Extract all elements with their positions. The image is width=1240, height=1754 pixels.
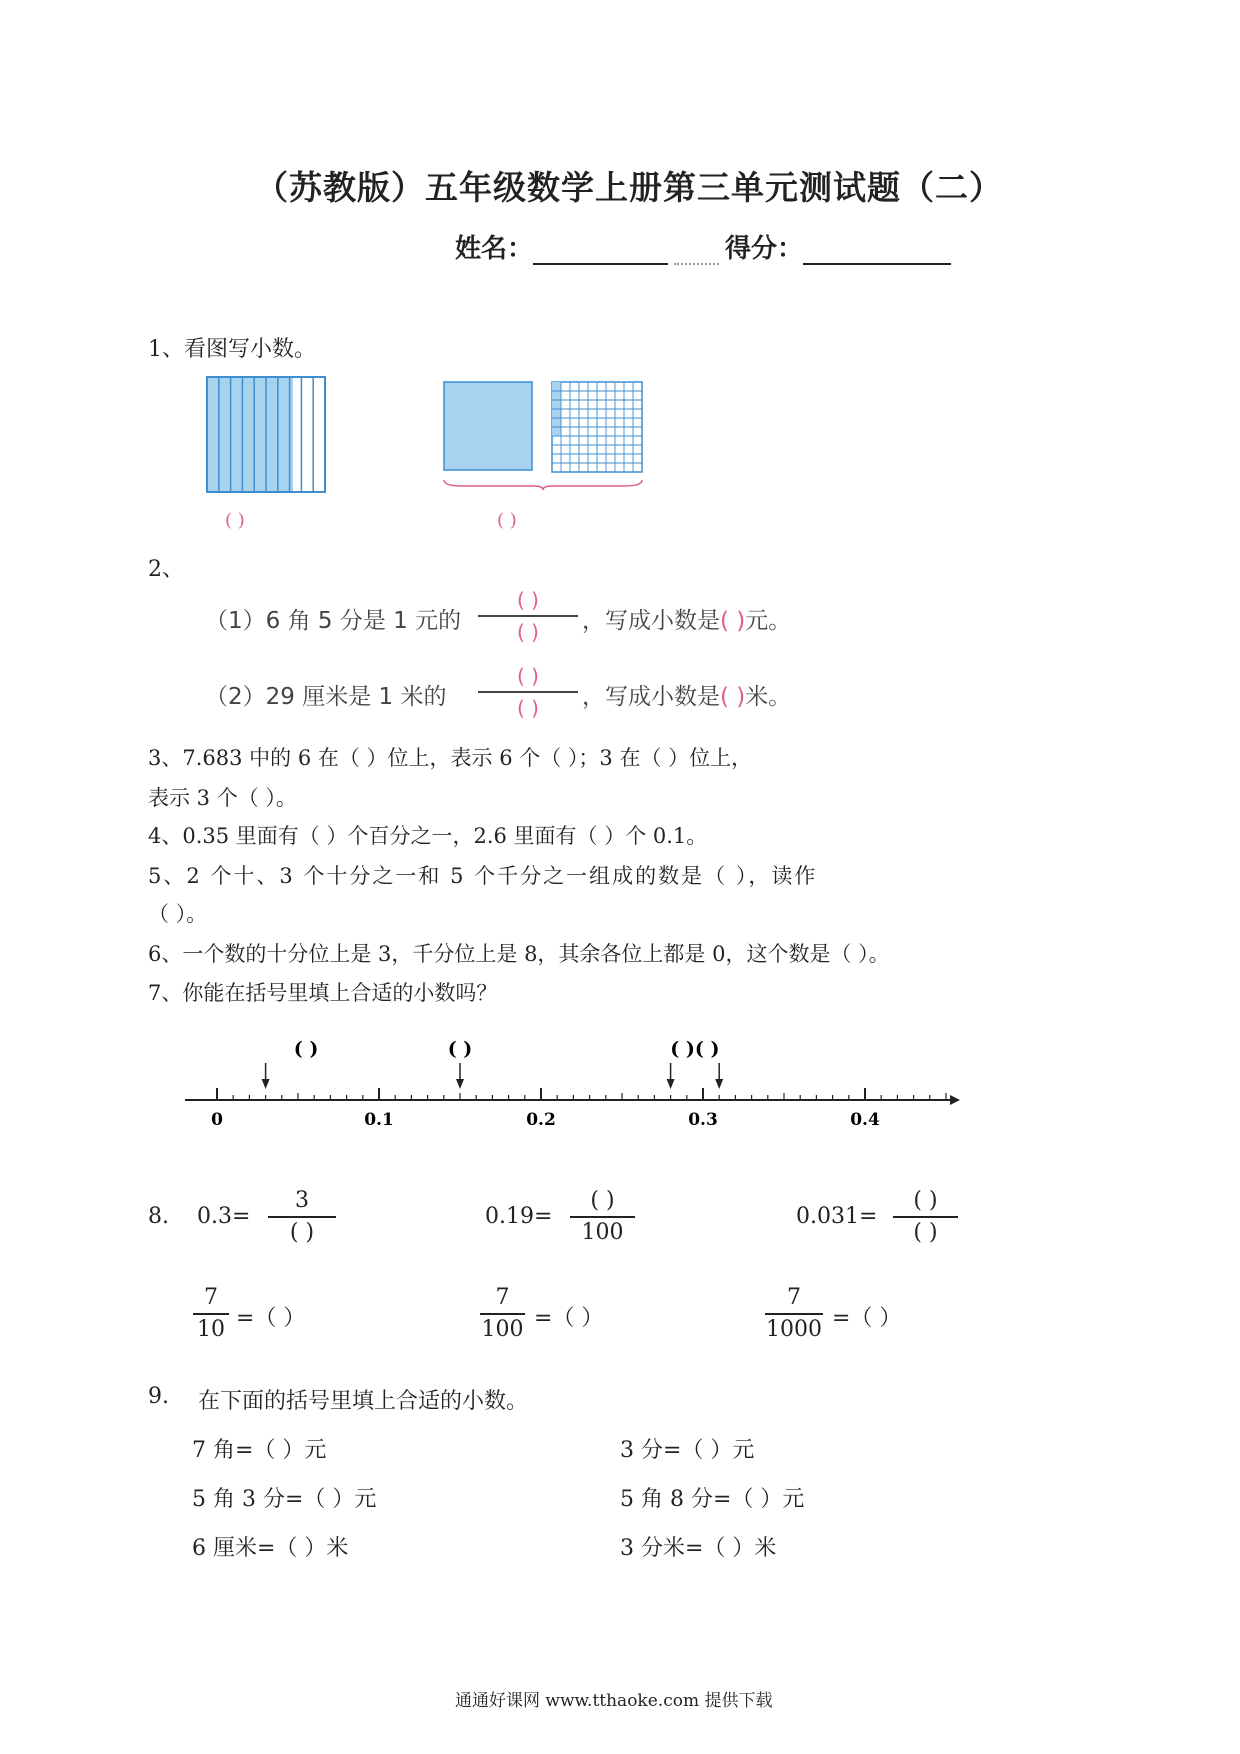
tenths-strip-figure (205, 375, 330, 495)
q8-b-denominator: 100 (581, 1220, 624, 1245)
q8-e-numerator: 7 (495, 1285, 510, 1310)
q2-part2 (205, 678, 446, 711)
q2-p1-blank[interactable]: ( ) (720, 608, 746, 634)
q2-p1-unit: 元。 (745, 608, 792, 634)
q2-p1-mid: ，写成小数是 (582, 608, 720, 634)
question-1-text: 1、看图写小数。 (148, 337, 316, 362)
question-8-number: 8. (148, 1204, 169, 1229)
q8-e-fraction (480, 1283, 525, 1345)
q1-blank-a[interactable]: ( ) (225, 510, 245, 531)
q2-p1-fraction[interactable] (478, 585, 578, 647)
number-line (180, 1035, 960, 1135)
dotted-separator (674, 233, 719, 265)
name-score-header (455, 228, 951, 265)
q2-p1-prefix: （1）6 角 5 分是 1 元的 (205, 608, 462, 634)
q2-p1-denominator[interactable]: ( ) (517, 620, 539, 644)
q9-item[interactable]: 7 角=（ ）元 (192, 1438, 327, 1463)
q9-item[interactable]: 3 分=（ ）元 (620, 1438, 755, 1463)
number-line-blank[interactable]: ( )( ) (670, 1038, 720, 1060)
question-9-number: 9. (148, 1384, 169, 1409)
question-7-text: 7、你能在括号里填上合适的小数吗？ (148, 981, 498, 1005)
q8-d-denominator: 10 (197, 1317, 225, 1342)
q8-f-denominator: 1000 (766, 1317, 822, 1342)
number-line-label: 0.3 (688, 1110, 718, 1130)
question-4-text: 4、0.35 里面有（ ）个百分之一，2.6 里面有（ ）个 0.1。 (148, 824, 708, 848)
question-9-text: 在下面的括号里填上合适的小数。 (198, 1389, 529, 1414)
q2-p2-prefix: （2）29 厘米是 1 米的 (205, 684, 447, 710)
q2-p2-denominator[interactable]: ( ) (517, 696, 539, 720)
q8-b-numerator[interactable]: ( ) (590, 1188, 615, 1213)
q8-a-fraction[interactable] (268, 1186, 336, 1248)
q9-item[interactable]: 3 分米=（ ）米 (620, 1536, 777, 1561)
name-blank[interactable] (533, 233, 668, 265)
q2-p2-unit: 米。 (745, 684, 792, 710)
number-line-label: 0.4 (850, 1110, 880, 1130)
number-line-label: 0.1 (364, 1110, 394, 1130)
number-line-blank[interactable]: ( ) (293, 1038, 319, 1060)
q8-f-fraction (765, 1283, 823, 1345)
q8-c-left: 0.031= (796, 1204, 878, 1229)
q2-part2-tail (582, 678, 791, 711)
q8-b-fraction[interactable] (570, 1186, 635, 1248)
question-3-line1: 3、7.683 中的 6 在（ ）位上，表示 6 个（ ）；3 在（ ）位上， (148, 746, 753, 770)
number-line-label: 0 (211, 1110, 223, 1130)
q2-p2-numerator[interactable]: ( ) (517, 664, 539, 688)
q9-item[interactable]: 5 角 3 分=（ ）元 (192, 1487, 377, 1512)
q8-d-fraction (193, 1283, 229, 1345)
question-5-line1: 5、2 个十、3 个十分之一和 5 个千分之一组成的数是（ ），读作 (148, 864, 818, 888)
q8-e-denominator: 100 (481, 1317, 524, 1342)
q1-blank-b[interactable]: ( ) (497, 510, 517, 531)
q8-e-answer[interactable]: =（ ） (534, 1306, 604, 1331)
q9-item[interactable]: 5 角 8 分=（ ）元 (620, 1487, 805, 1512)
question-2-number: 2、 (148, 557, 184, 582)
q8-c-denominator[interactable]: ( ) (913, 1220, 938, 1245)
q8-c-numerator[interactable]: ( ) (913, 1188, 938, 1213)
q8-a-left: 0.3= (197, 1204, 251, 1229)
q8-b-left: 0.19= (485, 1204, 553, 1229)
question-6-text: 6、一个数的十分位上是 3，千分位上是 8，其余各位上都是 0，这个数是（ ）。 (148, 942, 890, 966)
q8-a-denominator[interactable]: ( ) (289, 1220, 315, 1245)
number-line-label: 0.2 (526, 1110, 556, 1130)
score-blank[interactable] (803, 233, 951, 265)
question-3-line2: 表示 3 个（ ）。 (148, 786, 297, 810)
hundredths-grid-figure (442, 380, 647, 490)
name-label: 姓名： (455, 234, 534, 264)
number-line-arrow (667, 1063, 675, 1089)
q8-d-numerator: 7 (204, 1285, 218, 1310)
question-5-line2: （ ）。 (148, 902, 208, 926)
page-title: （苏教版）五年级数学上册第三单元测试题（二） (255, 168, 1003, 207)
q8-f-answer[interactable]: =（ ） (832, 1306, 902, 1331)
q2-part1 (205, 602, 461, 635)
q2-part1-tail (582, 602, 791, 635)
q8-a-numerator: 3 (295, 1188, 309, 1213)
q8-c-fraction[interactable] (893, 1186, 958, 1248)
number-line-blank[interactable]: ( ) (447, 1038, 473, 1060)
number-line-arrow (715, 1063, 723, 1089)
q2-p1-numerator[interactable]: ( ) (517, 588, 539, 612)
q9-item[interactable]: 6 厘米=（ ）米 (192, 1536, 349, 1561)
score-label: 得分： (725, 234, 804, 264)
q8-f-numerator: 7 (787, 1285, 801, 1310)
q2-p2-mid: ，写成小数是 (582, 684, 720, 710)
q8-d-answer[interactable]: =（ ） (236, 1306, 306, 1331)
q2-p2-fraction[interactable] (478, 661, 578, 723)
footer-credit: 通通好课网 www.tthaoke.com 提供下载 (455, 1691, 773, 1711)
number-line-arrow (262, 1063, 270, 1089)
q2-p2-blank[interactable]: ( ) (720, 684, 746, 710)
number-line-arrow (456, 1063, 464, 1089)
